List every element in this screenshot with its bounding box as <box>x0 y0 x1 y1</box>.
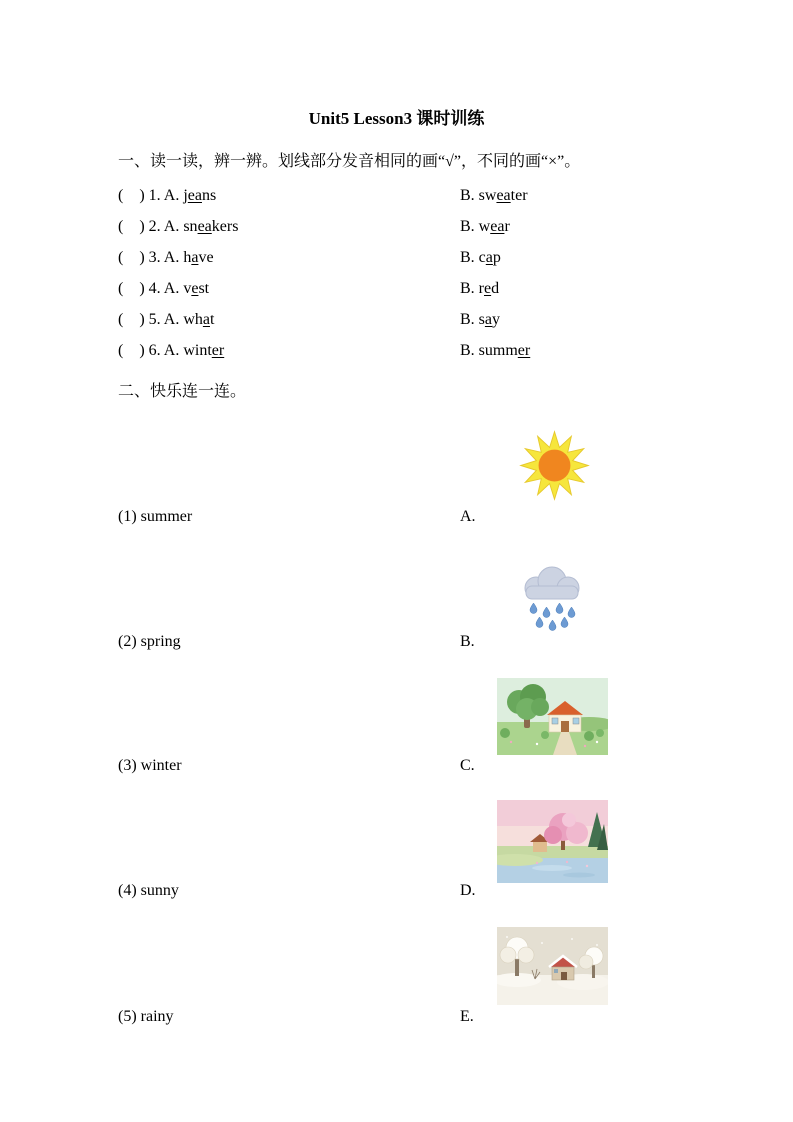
word-b <box>479 311 500 328</box>
item-prefix: ( ) 3. A. <box>118 249 184 266</box>
pronunciation-row-5 <box>118 311 688 329</box>
underlined-letters: ea <box>490 218 505 235</box>
word-part: v <box>183 280 192 297</box>
match-letter: D. <box>460 882 476 899</box>
word-a <box>183 218 238 235</box>
match-label: (1) summer <box>118 508 193 525</box>
item-prefix: B. <box>460 342 479 359</box>
item-prefix: B. <box>460 218 479 235</box>
word-part: r <box>504 218 510 235</box>
match-letter: B. <box>460 633 475 650</box>
underlined-letters: a <box>191 249 199 266</box>
underlined-letters: a <box>202 311 210 328</box>
match-letter: C. <box>460 757 475 774</box>
word-part: ve <box>198 249 214 266</box>
match-letter: A. <box>460 508 476 525</box>
green-house-scene <box>497 678 608 755</box>
option-b <box>460 249 501 267</box>
pronunciation-row-4 <box>118 280 688 298</box>
match-row-1 <box>118 508 688 526</box>
option-b <box>460 280 499 298</box>
word-a <box>183 311 214 328</box>
word-b <box>479 187 528 204</box>
section1-heading: 一、读一读，辨一辨。划线部分发音相同的画“√”，不同的画“×”。 <box>118 153 581 170</box>
word-a <box>183 342 224 359</box>
item-prefix: ( ) 4. A. <box>118 280 184 297</box>
word-part: c <box>478 249 486 266</box>
match-row-5 <box>118 1008 688 1026</box>
section2-heading: 二、快乐连一连。 <box>118 383 247 400</box>
word-part: kers <box>211 218 239 235</box>
rain-cloud-icon <box>516 562 588 632</box>
word-a <box>183 280 209 297</box>
option-b <box>460 218 510 236</box>
word-part: d <box>491 280 500 297</box>
item-prefix: ( ) 6. A. <box>118 342 184 359</box>
item-prefix: ( ) 1. A. <box>118 187 184 204</box>
match-label: (3) winter <box>118 757 182 774</box>
match-row-3 <box>118 757 688 775</box>
word-part: s <box>478 311 485 328</box>
word-part: y <box>492 311 501 328</box>
match-label: (5) rainy <box>118 1008 174 1025</box>
item-prefix: ( ) 5. A. <box>118 311 184 328</box>
item-prefix: ( ) 2. A. <box>118 218 184 235</box>
underlined-letters: er <box>517 342 531 359</box>
word-b <box>479 249 501 266</box>
underlined-letters: a <box>484 311 493 328</box>
sun-icon <box>517 428 592 503</box>
match-letter: E. <box>460 1008 474 1025</box>
word-part: r <box>478 280 484 297</box>
option-b <box>460 342 530 360</box>
item-prefix: B. <box>460 311 479 328</box>
item-prefix: B. <box>460 280 479 297</box>
word-a <box>183 187 216 204</box>
underlined-letters: ea <box>197 218 212 235</box>
word-part: wint <box>183 342 212 359</box>
underlined-letters: ea <box>496 187 511 204</box>
option-b <box>460 187 528 205</box>
word-part: summ <box>478 342 518 359</box>
option-b <box>460 311 500 329</box>
match-row-4 <box>118 882 688 900</box>
word-b <box>479 280 499 297</box>
word-part: wh <box>183 311 203 328</box>
word-part: h <box>183 249 192 266</box>
word-part: ter <box>510 187 528 204</box>
underlined-letters: e <box>484 280 492 297</box>
pink-blossom-scene <box>497 800 608 883</box>
underlined-letters: e <box>191 280 199 297</box>
word-part: j <box>183 187 188 204</box>
page-title: Unit5 Lesson3 课时训练 <box>308 109 485 128</box>
underlined-letters: ea <box>187 187 202 204</box>
pronunciation-row-6 <box>118 342 688 360</box>
pronunciation-row-1 <box>118 187 688 205</box>
pronunciation-row-3 <box>118 249 688 267</box>
word-part: w <box>478 218 491 235</box>
word-b <box>479 342 531 359</box>
word-part: sn <box>183 218 198 235</box>
word-part: ns <box>201 187 217 204</box>
word-b <box>479 218 510 235</box>
match-label: (2) spring <box>118 633 181 650</box>
match-label: (4) sunny <box>118 882 179 899</box>
word-part: st <box>198 280 210 297</box>
item-prefix: B. <box>460 249 479 266</box>
item-prefix: B. <box>460 187 479 204</box>
pronunciation-row-2 <box>118 218 688 236</box>
word-part: sw <box>478 187 497 204</box>
match-row-2 <box>118 633 688 651</box>
snowy-village-scene <box>497 927 608 1005</box>
underlined-letters: a <box>485 249 493 266</box>
underlined-letters: er <box>211 342 225 359</box>
word-part: p <box>492 249 501 266</box>
word-a <box>183 249 213 266</box>
word-part: t <box>210 311 215 328</box>
